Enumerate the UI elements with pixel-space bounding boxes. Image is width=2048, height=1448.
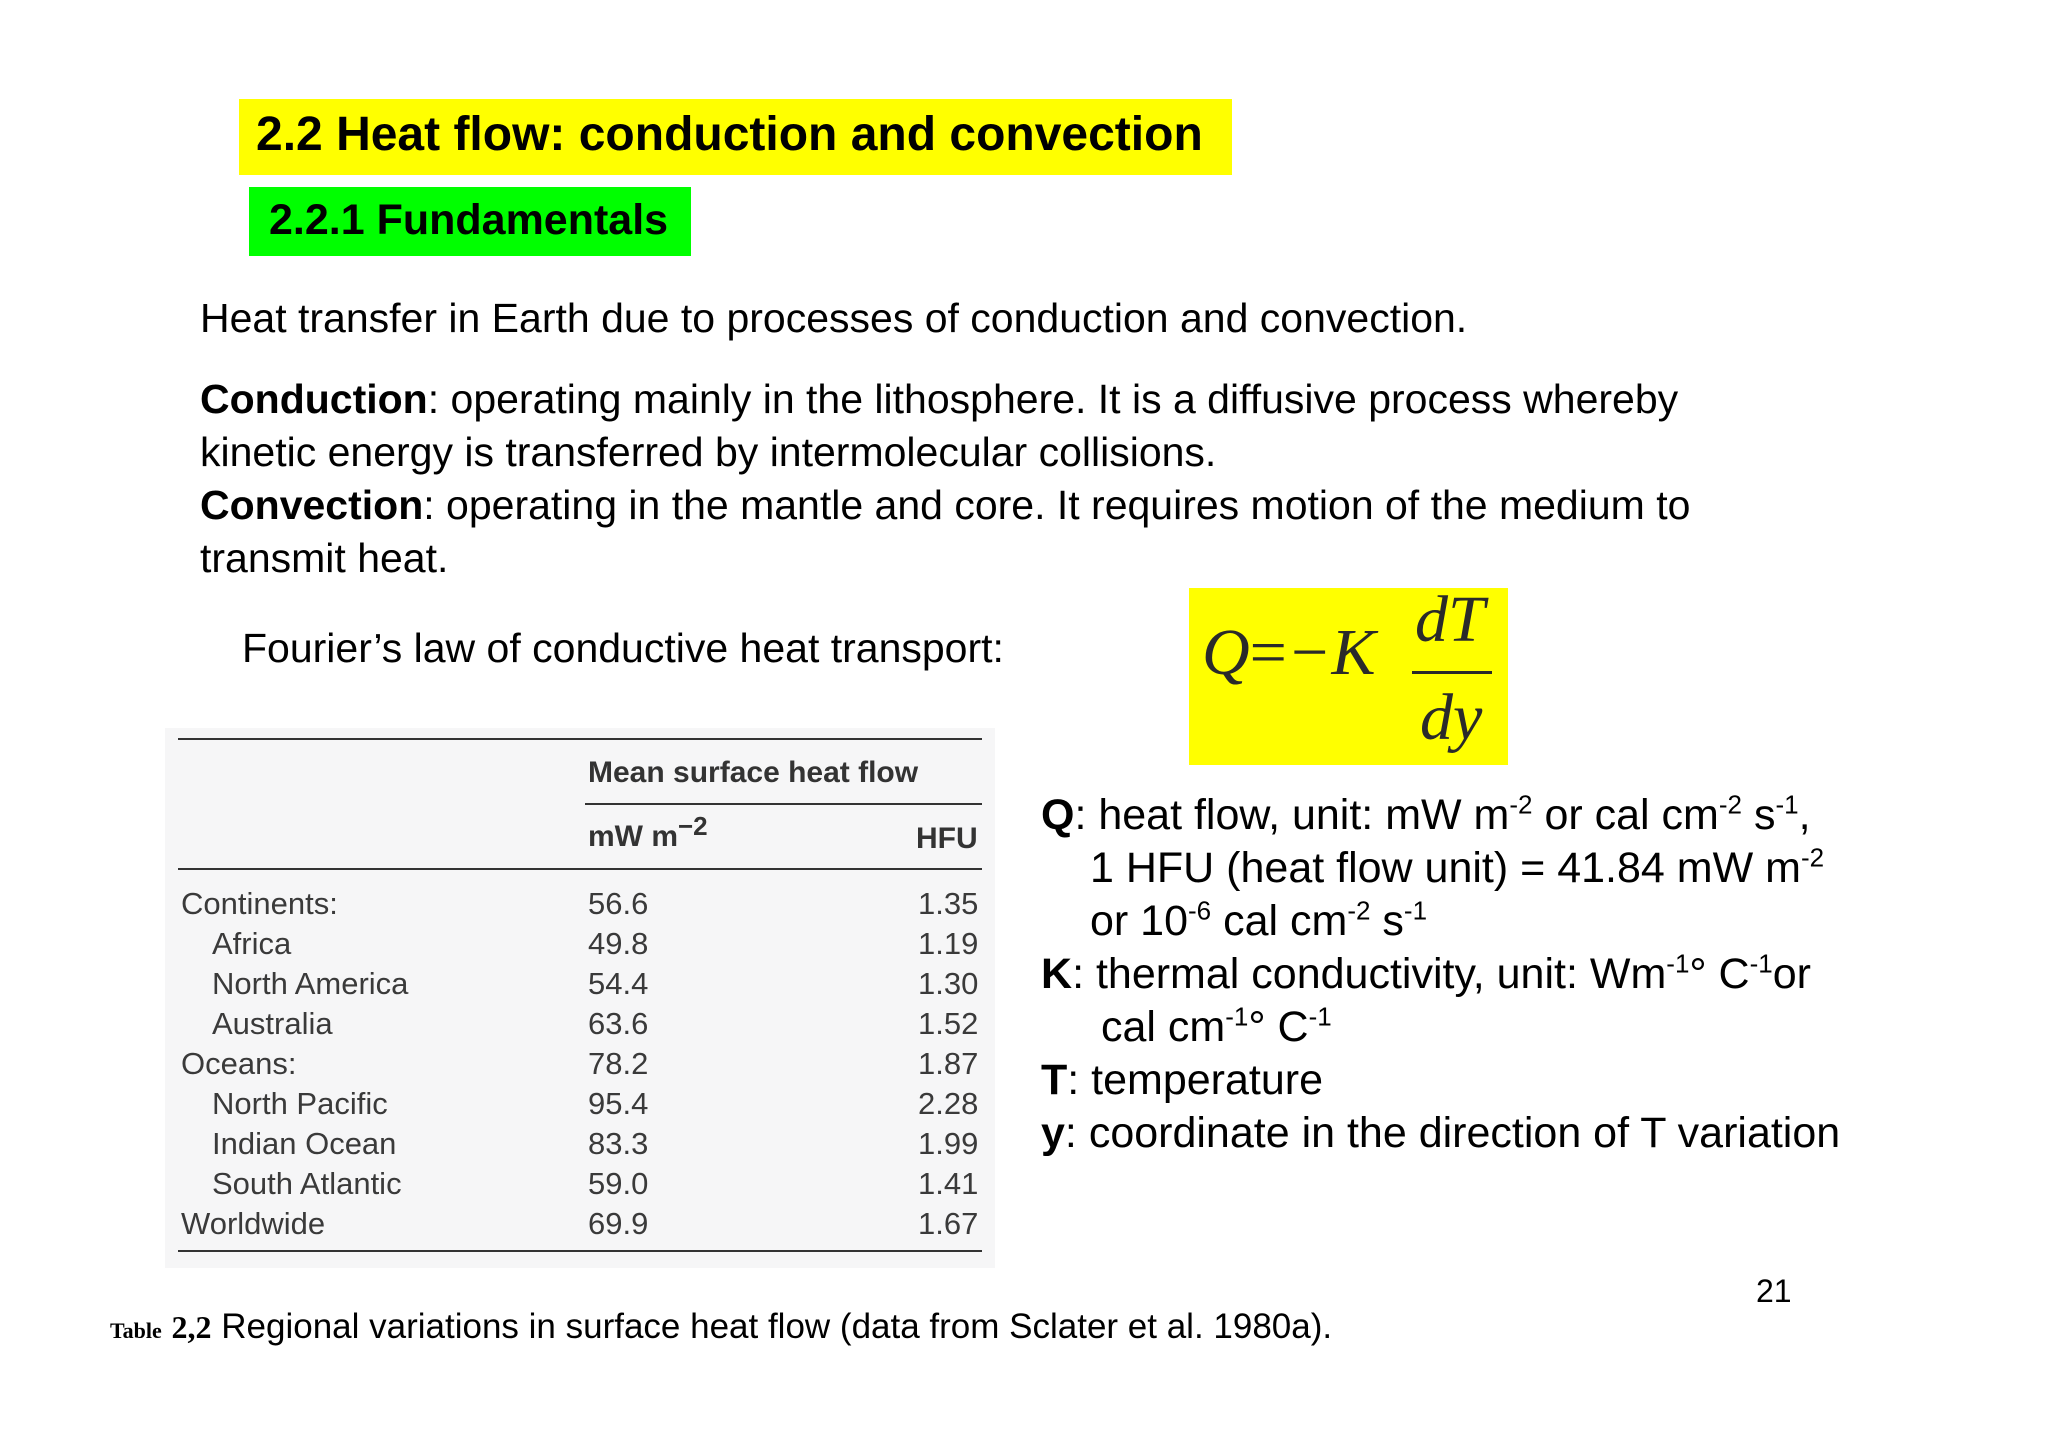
table-cell-hfu: 1.52 xyxy=(918,1006,979,1041)
table-cell-region: South Atlantic xyxy=(212,1166,402,1201)
legend-q-text1: : heat flow, unit: mW m xyxy=(1074,791,1510,839)
table-cell-region: Oceans: xyxy=(181,1046,297,1081)
table-cell-region: Indian Ocean xyxy=(212,1126,397,1161)
table-caption xyxy=(110,1307,1332,1347)
legend-hfu-text: 1 HFU (heat flow unit) = 41.84 mW m xyxy=(1090,844,1801,892)
table-cell-hfu: 1.87 xyxy=(918,1046,979,1081)
page-number: 21 xyxy=(1756,1273,1792,1309)
caption-text: Regional variations in surface heat flow (data from Sclater et al. 1980a). xyxy=(211,1307,1333,1346)
table-col-mw-sup: −2 xyxy=(678,811,708,841)
legend-k-alt xyxy=(1101,1001,1332,1054)
legend-k-sup1: -1 xyxy=(1666,948,1690,979)
legend-or-sup2: -2 xyxy=(1347,895,1371,926)
conduction-line1: : operating mainly in the lithosphere. It is a diffusive process whereby xyxy=(427,376,1679,422)
table-cell-mw: 49.8 xyxy=(588,926,649,961)
table-cell-hfu: 1.35 xyxy=(918,886,979,921)
table-cell-hfu: 1.41 xyxy=(918,1166,979,1201)
legend-k-text1: : thermal conductivity, unit: Wm xyxy=(1072,950,1667,998)
legend-or-sup1: -6 xyxy=(1188,895,1212,926)
legend-hfu xyxy=(1090,842,1824,895)
table-cell-mw: 63.6 xyxy=(588,1006,649,1041)
legend-q-sup2: -2 xyxy=(1718,789,1742,820)
table-cell-mw: 56.6 xyxy=(588,886,649,921)
slide-subtitle: 2.2.1 Fundamentals xyxy=(269,196,669,244)
legend-k-text2: ° C xyxy=(1689,950,1750,998)
legend-q-sup3: -1 xyxy=(1775,789,1799,820)
table-cell-mw: 59.0 xyxy=(588,1166,649,1201)
legend-or-text3: s xyxy=(1370,897,1404,945)
legend-q-text2: or cal cm xyxy=(1532,791,1719,839)
legend-y-text: : coordinate in the direction of T variation xyxy=(1064,1109,1841,1157)
legend-t-text: : temperature xyxy=(1067,1056,1324,1104)
table-top-rule xyxy=(178,738,982,740)
conduction-paragraph xyxy=(200,373,1690,585)
legend-k xyxy=(1041,948,1811,1001)
convection-line1: : operating in the mantle and core. It requires motion of the medium to xyxy=(423,482,1691,528)
table-col-mw xyxy=(588,811,708,854)
legend-q-sup1: -2 xyxy=(1509,789,1533,820)
equation-denominator: dy xyxy=(1420,681,1483,754)
table-cell-hfu: 1.67 xyxy=(918,1206,979,1241)
table-cell-mw: 83.3 xyxy=(588,1126,649,1161)
legend-hfu-sup: -2 xyxy=(1800,842,1825,873)
table-cell-region: Continents: xyxy=(181,886,338,921)
table-header-rule xyxy=(178,868,982,870)
table-group-rule xyxy=(585,803,982,805)
convection-line2: transmit heat. xyxy=(200,535,449,581)
table-cell-mw: 78.2 xyxy=(588,1046,649,1081)
conduction-term: Conduction xyxy=(200,376,428,422)
legend-k-sup2: -1 xyxy=(1749,948,1773,979)
fraction-bar xyxy=(1412,671,1492,674)
table-col-hfu: HFU xyxy=(916,822,978,855)
legend-q-symbol: Q xyxy=(1041,791,1075,839)
legend-k-text3: or xyxy=(1772,950,1811,998)
table-cell-hfu: 1.30 xyxy=(918,966,979,1001)
fourier-label: Fourier’s law of conductive heat transport: xyxy=(242,625,1004,671)
table-cell-region: Australia xyxy=(212,1006,333,1041)
table-group-header: Mean surface heat flow xyxy=(588,756,919,789)
table-cell-mw: 54.4 xyxy=(588,966,649,1001)
legend-or-text2: cal cm xyxy=(1211,897,1348,945)
table-cell-region: Africa xyxy=(212,926,292,961)
caption-label: Table xyxy=(110,1318,162,1343)
intro-text: Heat transfer in Earth due to processes of conduction and convection. xyxy=(200,295,1468,341)
equation-minus-k: −K xyxy=(1286,616,1376,689)
caption-number: 2,2 xyxy=(171,1309,212,1345)
legend-t-symbol: T xyxy=(1041,1056,1068,1104)
legend-k-alt-sup2: -1 xyxy=(1308,1001,1332,1032)
equation-equals: = xyxy=(1249,616,1287,689)
equation-numerator: dT xyxy=(1415,583,1485,656)
legend-k-alt-text1: cal cm xyxy=(1101,1003,1226,1051)
legend-k-alt-sup1: -1 xyxy=(1225,1001,1249,1032)
table-cell-region: North America xyxy=(212,966,409,1001)
table-cell-hfu: 2.28 xyxy=(918,1086,979,1121)
table-cell-mw: 95.4 xyxy=(588,1086,649,1121)
table-cell-hfu: 1.99 xyxy=(918,1126,979,1161)
table-cell-mw: 69.9 xyxy=(588,1206,649,1241)
legend-or-text1: or 10 xyxy=(1090,897,1189,945)
legend-q-text3: s xyxy=(1742,791,1776,839)
equation-q: Q xyxy=(1202,616,1250,689)
legend-y-symbol: y xyxy=(1041,1109,1065,1157)
conduction-line2: kinetic energy is transferred by intermolecular collisions. xyxy=(200,429,1217,475)
table-col-mw-text: mW m xyxy=(588,820,678,853)
table-cell-hfu: 1.19 xyxy=(918,926,979,961)
legend-or xyxy=(1090,895,1427,948)
table-bottom-rule xyxy=(178,1250,982,1252)
legend-y xyxy=(1041,1107,1840,1160)
legend-k-symbol: K xyxy=(1041,950,1073,998)
legend-t xyxy=(1041,1054,1323,1107)
table-cell-region: Worldwide xyxy=(181,1206,326,1241)
table-cell-region: North Pacific xyxy=(212,1086,388,1121)
legend-k-alt-text2: ° C xyxy=(1248,1003,1309,1051)
convection-term: Convection xyxy=(200,482,424,528)
legend-or-sup3: -1 xyxy=(1403,895,1428,926)
legend-q-text4: , xyxy=(1798,791,1811,839)
slide-title: 2.2 Heat flow: conduction and convection xyxy=(256,108,1203,161)
equation-lhs xyxy=(1202,615,1375,691)
legend-q xyxy=(1041,789,1811,842)
